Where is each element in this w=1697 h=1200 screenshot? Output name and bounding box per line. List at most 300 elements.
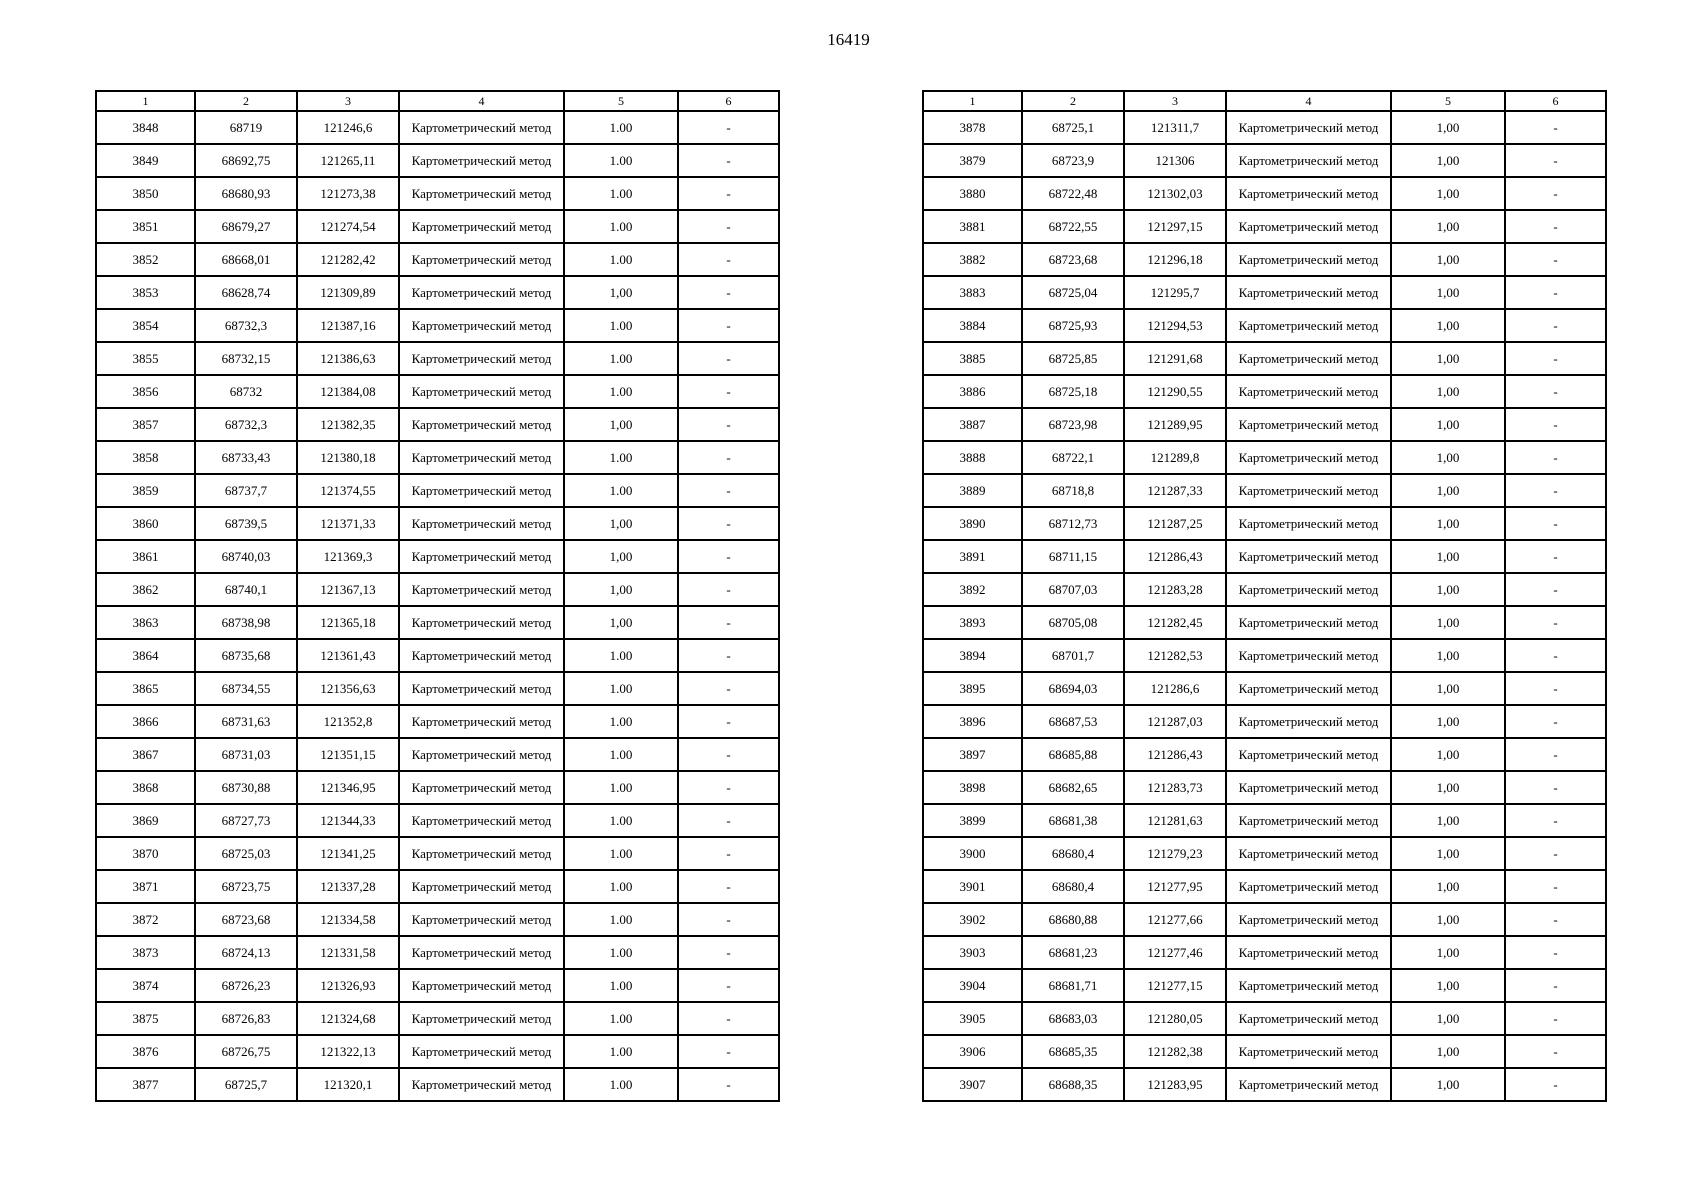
column-header: 1 — [96, 91, 195, 111]
accuracy-cell: 1,00 — [564, 606, 678, 639]
point-number-cell: 3895 — [923, 672, 1022, 705]
description-cell: - — [678, 342, 779, 375]
point-number-cell: 3890 — [923, 507, 1022, 540]
point-number-cell: 3856 — [96, 375, 195, 408]
point-number-cell: 3888 — [923, 441, 1022, 474]
method-cell: Картометрический метод — [399, 276, 564, 309]
x-coordinate-cell: 68682,65 — [1022, 771, 1124, 804]
y-coordinate-cell: 121302,03 — [1124, 177, 1226, 210]
x-coordinate-cell: 68732 — [195, 375, 297, 408]
x-coordinate-cell: 68718,8 — [1022, 474, 1124, 507]
method-cell: Картометрический метод — [399, 1035, 564, 1068]
y-coordinate-cell: 121282,45 — [1124, 606, 1226, 639]
point-number-cell: 3852 — [96, 243, 195, 276]
method-cell: Картометрический метод — [1226, 540, 1391, 573]
description-cell: - — [1505, 111, 1606, 144]
description-cell: - — [1505, 573, 1606, 606]
point-number-cell: 3870 — [96, 837, 195, 870]
y-coordinate-cell: 121283,28 — [1124, 573, 1226, 606]
description-cell: - — [1505, 1035, 1606, 1068]
y-coordinate-cell: 121380,18 — [297, 441, 399, 474]
accuracy-cell: 1,00 — [1391, 672, 1505, 705]
column-header: 3 — [297, 91, 399, 111]
method-cell: Картометрический метод — [399, 540, 564, 573]
table-row — [96, 639, 779, 672]
accuracy-cell: 1.00 — [564, 243, 678, 276]
point-number-cell: 3907 — [923, 1068, 1022, 1101]
x-coordinate-cell: 68724,13 — [195, 936, 297, 969]
method-cell: Картометрический метод — [399, 738, 564, 771]
description-cell: - — [678, 408, 779, 441]
table-row — [96, 507, 779, 540]
table-header-row — [923, 91, 1606, 111]
description-cell: - — [678, 936, 779, 969]
table-row — [923, 837, 1606, 870]
description-cell: - — [678, 837, 779, 870]
table-row — [96, 1035, 779, 1068]
table-body-left — [96, 111, 779, 1101]
point-number-cell: 3871 — [96, 870, 195, 903]
y-coordinate-cell: 121371,33 — [297, 507, 399, 540]
x-coordinate-cell: 68722,48 — [1022, 177, 1124, 210]
x-coordinate-cell: 68628,74 — [195, 276, 297, 309]
x-coordinate-cell: 68726,23 — [195, 969, 297, 1002]
x-coordinate-cell: 68732,3 — [195, 408, 297, 441]
y-coordinate-cell: 121277,66 — [1124, 903, 1226, 936]
method-cell: Картометрический метод — [399, 903, 564, 936]
y-coordinate-cell: 121291,68 — [1124, 342, 1226, 375]
y-coordinate-cell: 121283,73 — [1124, 771, 1226, 804]
description-cell: - — [678, 144, 779, 177]
x-coordinate-cell: 68685,88 — [1022, 738, 1124, 771]
y-coordinate-cell: 121367,13 — [297, 573, 399, 606]
accuracy-cell: 1.00 — [564, 309, 678, 342]
point-number-cell: 3897 — [923, 738, 1022, 771]
point-number-cell: 3864 — [96, 639, 195, 672]
accuracy-cell: 1,00 — [1391, 870, 1505, 903]
table-row — [96, 804, 779, 837]
description-cell: - — [1505, 1002, 1606, 1035]
accuracy-cell: 1,00 — [1391, 639, 1505, 672]
x-coordinate-cell: 68679,27 — [195, 210, 297, 243]
accuracy-cell: 1,00 — [1391, 342, 1505, 375]
x-coordinate-cell: 68723,75 — [195, 870, 297, 903]
accuracy-cell: 1,00 — [1391, 1068, 1505, 1101]
point-number-cell: 3867 — [96, 738, 195, 771]
description-cell: - — [678, 738, 779, 771]
description-cell: - — [1505, 309, 1606, 342]
x-coordinate-cell: 68692,75 — [195, 144, 297, 177]
table-row — [923, 507, 1606, 540]
description-cell: - — [1505, 408, 1606, 441]
y-coordinate-cell: 121282,42 — [297, 243, 399, 276]
x-coordinate-cell: 68740,1 — [195, 573, 297, 606]
accuracy-cell: 1.00 — [564, 1068, 678, 1101]
table-row — [96, 573, 779, 606]
table-row — [923, 210, 1606, 243]
description-cell: - — [1505, 804, 1606, 837]
y-coordinate-cell: 121324,68 — [297, 1002, 399, 1035]
x-coordinate-cell: 68739,5 — [195, 507, 297, 540]
method-cell: Картометрический метод — [399, 870, 564, 903]
x-coordinate-cell: 68722,1 — [1022, 441, 1124, 474]
x-coordinate-cell: 68707,03 — [1022, 573, 1124, 606]
y-coordinate-cell: 121286,6 — [1124, 672, 1226, 705]
method-cell: Картометрический метод — [1226, 309, 1391, 342]
y-coordinate-cell: 121382,35 — [297, 408, 399, 441]
accuracy-cell: 1,00 — [1391, 1035, 1505, 1068]
point-number-cell: 3861 — [96, 540, 195, 573]
method-cell: Картометрический метод — [1226, 342, 1391, 375]
method-cell: Картометрический метод — [1226, 903, 1391, 936]
table-row — [96, 705, 779, 738]
point-number-cell: 3883 — [923, 276, 1022, 309]
x-coordinate-cell: 68726,75 — [195, 1035, 297, 1068]
point-number-cell: 3872 — [96, 903, 195, 936]
table-row — [96, 1068, 779, 1101]
method-cell: Картометрический метод — [1226, 870, 1391, 903]
accuracy-cell: 1.00 — [564, 870, 678, 903]
y-coordinate-cell: 121277,46 — [1124, 936, 1226, 969]
description-cell: - — [678, 243, 779, 276]
y-coordinate-cell: 121331,58 — [297, 936, 399, 969]
description-cell: - — [678, 507, 779, 540]
table-row — [96, 210, 779, 243]
method-cell: Картометрический метод — [1226, 738, 1391, 771]
point-number-cell: 3886 — [923, 375, 1022, 408]
x-coordinate-cell: 68681,23 — [1022, 936, 1124, 969]
point-number-cell: 3894 — [923, 639, 1022, 672]
accuracy-cell: 1.00 — [564, 936, 678, 969]
y-coordinate-cell: 121273,38 — [297, 177, 399, 210]
x-coordinate-cell: 68725,03 — [195, 837, 297, 870]
description-cell: - — [1505, 474, 1606, 507]
y-coordinate-cell: 121277,15 — [1124, 969, 1226, 1002]
y-coordinate-cell: 121369,3 — [297, 540, 399, 573]
y-coordinate-cell: 121386,63 — [297, 342, 399, 375]
description-cell: - — [1505, 639, 1606, 672]
y-coordinate-cell: 121281,63 — [1124, 804, 1226, 837]
table-row — [96, 969, 779, 1002]
description-cell: - — [678, 969, 779, 1002]
description-cell: - — [678, 111, 779, 144]
y-coordinate-cell: 121286,43 — [1124, 540, 1226, 573]
y-coordinate-cell: 121337,28 — [297, 870, 399, 903]
y-coordinate-cell: 121311,7 — [1124, 111, 1226, 144]
column-header: 2 — [1022, 91, 1124, 111]
description-cell: - — [678, 705, 779, 738]
accuracy-cell: 1,00 — [1391, 243, 1505, 276]
description-cell: - — [1505, 936, 1606, 969]
method-cell: Картометрический метод — [1226, 804, 1391, 837]
point-number-cell: 3899 — [923, 804, 1022, 837]
y-coordinate-cell: 121265,11 — [297, 144, 399, 177]
accuracy-cell: 1,00 — [1391, 177, 1505, 210]
point-number-cell: 3901 — [923, 870, 1022, 903]
point-number-cell: 3850 — [96, 177, 195, 210]
accuracy-cell: 1,00 — [1391, 771, 1505, 804]
accuracy-cell: 1,00 — [1391, 837, 1505, 870]
method-cell: Картометрический метод — [1226, 1002, 1391, 1035]
x-coordinate-cell: 68727,73 — [195, 804, 297, 837]
method-cell: Картометрический метод — [1226, 210, 1391, 243]
method-cell: Картометрический метод — [399, 210, 564, 243]
method-cell: Картометрический метод — [399, 243, 564, 276]
y-coordinate-cell: 121320,1 — [297, 1068, 399, 1101]
x-coordinate-cell: 68730,88 — [195, 771, 297, 804]
x-coordinate-cell: 68725,93 — [1022, 309, 1124, 342]
description-cell: - — [1505, 540, 1606, 573]
method-cell: Картометрический метод — [1226, 837, 1391, 870]
method-cell: Картометрический метод — [399, 705, 564, 738]
point-number-cell: 3876 — [96, 1035, 195, 1068]
point-number-cell: 3891 — [923, 540, 1022, 573]
accuracy-cell: 1,00 — [1391, 540, 1505, 573]
y-coordinate-cell: 121356,63 — [297, 672, 399, 705]
point-number-cell: 3859 — [96, 474, 195, 507]
point-number-cell: 3853 — [96, 276, 195, 309]
method-cell: Картометрический метод — [1226, 705, 1391, 738]
x-coordinate-cell: 68694,03 — [1022, 672, 1124, 705]
point-number-cell: 3892 — [923, 573, 1022, 606]
accuracy-cell: 1,00 — [1391, 705, 1505, 738]
table-row — [923, 474, 1606, 507]
point-number-cell: 3878 — [923, 111, 1022, 144]
y-coordinate-cell: 121322,13 — [297, 1035, 399, 1068]
method-cell: Картометрический метод — [399, 936, 564, 969]
table-row — [923, 243, 1606, 276]
table-row — [923, 804, 1606, 837]
table-row — [96, 276, 779, 309]
description-cell: - — [678, 639, 779, 672]
table-row — [96, 375, 779, 408]
description-cell: - — [1505, 738, 1606, 771]
point-number-cell: 3905 — [923, 1002, 1022, 1035]
table-header-row — [96, 91, 779, 111]
point-number-cell: 3855 — [96, 342, 195, 375]
method-cell: Картометрический метод — [399, 507, 564, 540]
table-row — [923, 375, 1606, 408]
accuracy-cell: 1.00 — [564, 111, 678, 144]
column-header: 5 — [1391, 91, 1505, 111]
y-coordinate-cell: 121296,18 — [1124, 243, 1226, 276]
description-cell: - — [1505, 441, 1606, 474]
y-coordinate-cell: 121287,03 — [1124, 705, 1226, 738]
table-body-right — [923, 111, 1606, 1101]
column-header: 1 — [923, 91, 1022, 111]
table-row — [96, 837, 779, 870]
point-number-cell: 3860 — [96, 507, 195, 540]
point-number-cell: 3851 — [96, 210, 195, 243]
method-cell: Картометрический метод — [1226, 144, 1391, 177]
table-row — [923, 342, 1606, 375]
table-row — [96, 771, 779, 804]
x-coordinate-cell: 68740,03 — [195, 540, 297, 573]
accuracy-cell: 1.00 — [564, 177, 678, 210]
table-row — [923, 144, 1606, 177]
table-row — [923, 936, 1606, 969]
x-coordinate-cell: 68725,85 — [1022, 342, 1124, 375]
method-cell: Картометрический метод — [399, 375, 564, 408]
x-coordinate-cell: 68733,43 — [195, 441, 297, 474]
method-cell: Картометрический метод — [1226, 243, 1391, 276]
method-cell: Картометрический метод — [1226, 276, 1391, 309]
point-number-cell: 3898 — [923, 771, 1022, 804]
method-cell: Картометрический метод — [1226, 177, 1391, 210]
point-number-cell: 3904 — [923, 969, 1022, 1002]
table-row — [923, 903, 1606, 936]
method-cell: Картометрический метод — [1226, 408, 1391, 441]
column-header: 2 — [195, 91, 297, 111]
description-cell: - — [678, 177, 779, 210]
table-row — [96, 474, 779, 507]
table-row — [923, 639, 1606, 672]
point-number-cell: 3873 — [96, 936, 195, 969]
method-cell: Картометрический метод — [399, 474, 564, 507]
point-number-cell: 3857 — [96, 408, 195, 441]
table-row — [923, 276, 1606, 309]
accuracy-cell: 1.00 — [564, 210, 678, 243]
method-cell: Картометрический метод — [399, 771, 564, 804]
method-cell: Картометрический метод — [1226, 111, 1391, 144]
x-coordinate-cell: 68719 — [195, 111, 297, 144]
x-coordinate-cell: 68680,93 — [195, 177, 297, 210]
description-cell: - — [678, 441, 779, 474]
accuracy-cell: 1.00 — [564, 738, 678, 771]
description-cell: - — [678, 672, 779, 705]
description-cell: - — [1505, 276, 1606, 309]
y-coordinate-cell: 121277,95 — [1124, 870, 1226, 903]
description-cell: - — [678, 606, 779, 639]
y-coordinate-cell: 121309,89 — [297, 276, 399, 309]
accuracy-cell: 1,00 — [564, 276, 678, 309]
y-coordinate-cell: 121344,33 — [297, 804, 399, 837]
method-cell: Картометрический метод — [1226, 441, 1391, 474]
x-coordinate-cell: 68734,55 — [195, 672, 297, 705]
description-cell: - — [1505, 903, 1606, 936]
x-coordinate-cell: 68723,98 — [1022, 408, 1124, 441]
x-coordinate-cell: 68688,35 — [1022, 1068, 1124, 1101]
description-cell: - — [678, 474, 779, 507]
method-cell: Картометрический метод — [1226, 606, 1391, 639]
point-number-cell: 3900 — [923, 837, 1022, 870]
y-coordinate-cell: 121286,43 — [1124, 738, 1226, 771]
column-header: 3 — [1124, 91, 1226, 111]
coordinates-table-left — [95, 90, 780, 1102]
x-coordinate-cell: 68681,71 — [1022, 969, 1124, 1002]
description-cell: - — [678, 540, 779, 573]
page-number: 16419 — [827, 30, 870, 49]
table-row — [923, 540, 1606, 573]
table-row — [96, 606, 779, 639]
y-coordinate-cell: 121297,15 — [1124, 210, 1226, 243]
accuracy-cell: 1,00 — [1391, 573, 1505, 606]
description-cell: - — [1505, 507, 1606, 540]
method-cell: Картометрический метод — [1226, 507, 1391, 540]
accuracy-cell: 1,00 — [1391, 441, 1505, 474]
table-row — [923, 672, 1606, 705]
description-cell: - — [678, 210, 779, 243]
point-number-cell: 3854 — [96, 309, 195, 342]
method-cell: Картометрический метод — [399, 639, 564, 672]
method-cell: Картометрический метод — [399, 606, 564, 639]
accuracy-cell: 1,00 — [1391, 144, 1505, 177]
point-number-cell: 3887 — [923, 408, 1022, 441]
accuracy-cell: 1,00 — [1391, 309, 1505, 342]
table-row — [923, 441, 1606, 474]
y-coordinate-cell: 121384,08 — [297, 375, 399, 408]
accuracy-cell: 1,00 — [1391, 969, 1505, 1002]
table-row — [923, 408, 1606, 441]
method-cell: Картометрический метод — [399, 441, 564, 474]
point-number-cell: 3889 — [923, 474, 1022, 507]
table-row — [923, 309, 1606, 342]
accuracy-cell: 1,00 — [1391, 936, 1505, 969]
accuracy-cell: 1.00 — [564, 969, 678, 1002]
column-header: 5 — [564, 91, 678, 111]
description-cell: - — [1505, 243, 1606, 276]
y-coordinate-cell: 121361,43 — [297, 639, 399, 672]
description-cell: - — [678, 903, 779, 936]
method-cell: Картометрический метод — [1226, 1035, 1391, 1068]
method-cell: Картометрический метод — [399, 177, 564, 210]
y-coordinate-cell: 121279,23 — [1124, 837, 1226, 870]
point-number-cell: 3880 — [923, 177, 1022, 210]
y-coordinate-cell: 121287,25 — [1124, 507, 1226, 540]
y-coordinate-cell: 121365,18 — [297, 606, 399, 639]
y-coordinate-cell: 121282,38 — [1124, 1035, 1226, 1068]
accuracy-cell: 1,00 — [564, 408, 678, 441]
point-number-cell: 3863 — [96, 606, 195, 639]
column-header: 4 — [399, 91, 564, 111]
accuracy-cell: 1,00 — [564, 507, 678, 540]
description-cell: - — [1505, 870, 1606, 903]
description-cell: - — [1505, 672, 1606, 705]
description-cell: - — [678, 1002, 779, 1035]
table-row — [923, 738, 1606, 771]
x-coordinate-cell: 68681,38 — [1022, 804, 1124, 837]
method-cell: Картометрический метод — [399, 837, 564, 870]
method-cell: Картометрический метод — [1226, 573, 1391, 606]
x-coordinate-cell: 68705,08 — [1022, 606, 1124, 639]
x-coordinate-cell: 68711,15 — [1022, 540, 1124, 573]
column-header: 6 — [678, 91, 779, 111]
x-coordinate-cell: 68731,03 — [195, 738, 297, 771]
point-number-cell: 3885 — [923, 342, 1022, 375]
y-coordinate-cell: 121346,95 — [297, 771, 399, 804]
point-number-cell: 3865 — [96, 672, 195, 705]
y-coordinate-cell: 121374,55 — [297, 474, 399, 507]
y-coordinate-cell: 121274,54 — [297, 210, 399, 243]
table-row — [96, 1002, 779, 1035]
table-row — [923, 705, 1606, 738]
accuracy-cell: 1,00 — [1391, 738, 1505, 771]
table-row — [96, 408, 779, 441]
column-header: 4 — [1226, 91, 1391, 111]
coordinates-table-right — [922, 90, 1607, 1102]
x-coordinate-cell: 68687,53 — [1022, 705, 1124, 738]
accuracy-cell: 1.00 — [564, 837, 678, 870]
table-row — [923, 1035, 1606, 1068]
table-row — [96, 540, 779, 573]
method-cell: Картометрический метод — [399, 1002, 564, 1035]
point-number-cell: 3862 — [96, 573, 195, 606]
description-cell: - — [1505, 969, 1606, 1002]
description-cell: - — [1505, 342, 1606, 375]
description-cell: - — [678, 573, 779, 606]
y-coordinate-cell: 121289,8 — [1124, 441, 1226, 474]
point-number-cell: 3879 — [923, 144, 1022, 177]
